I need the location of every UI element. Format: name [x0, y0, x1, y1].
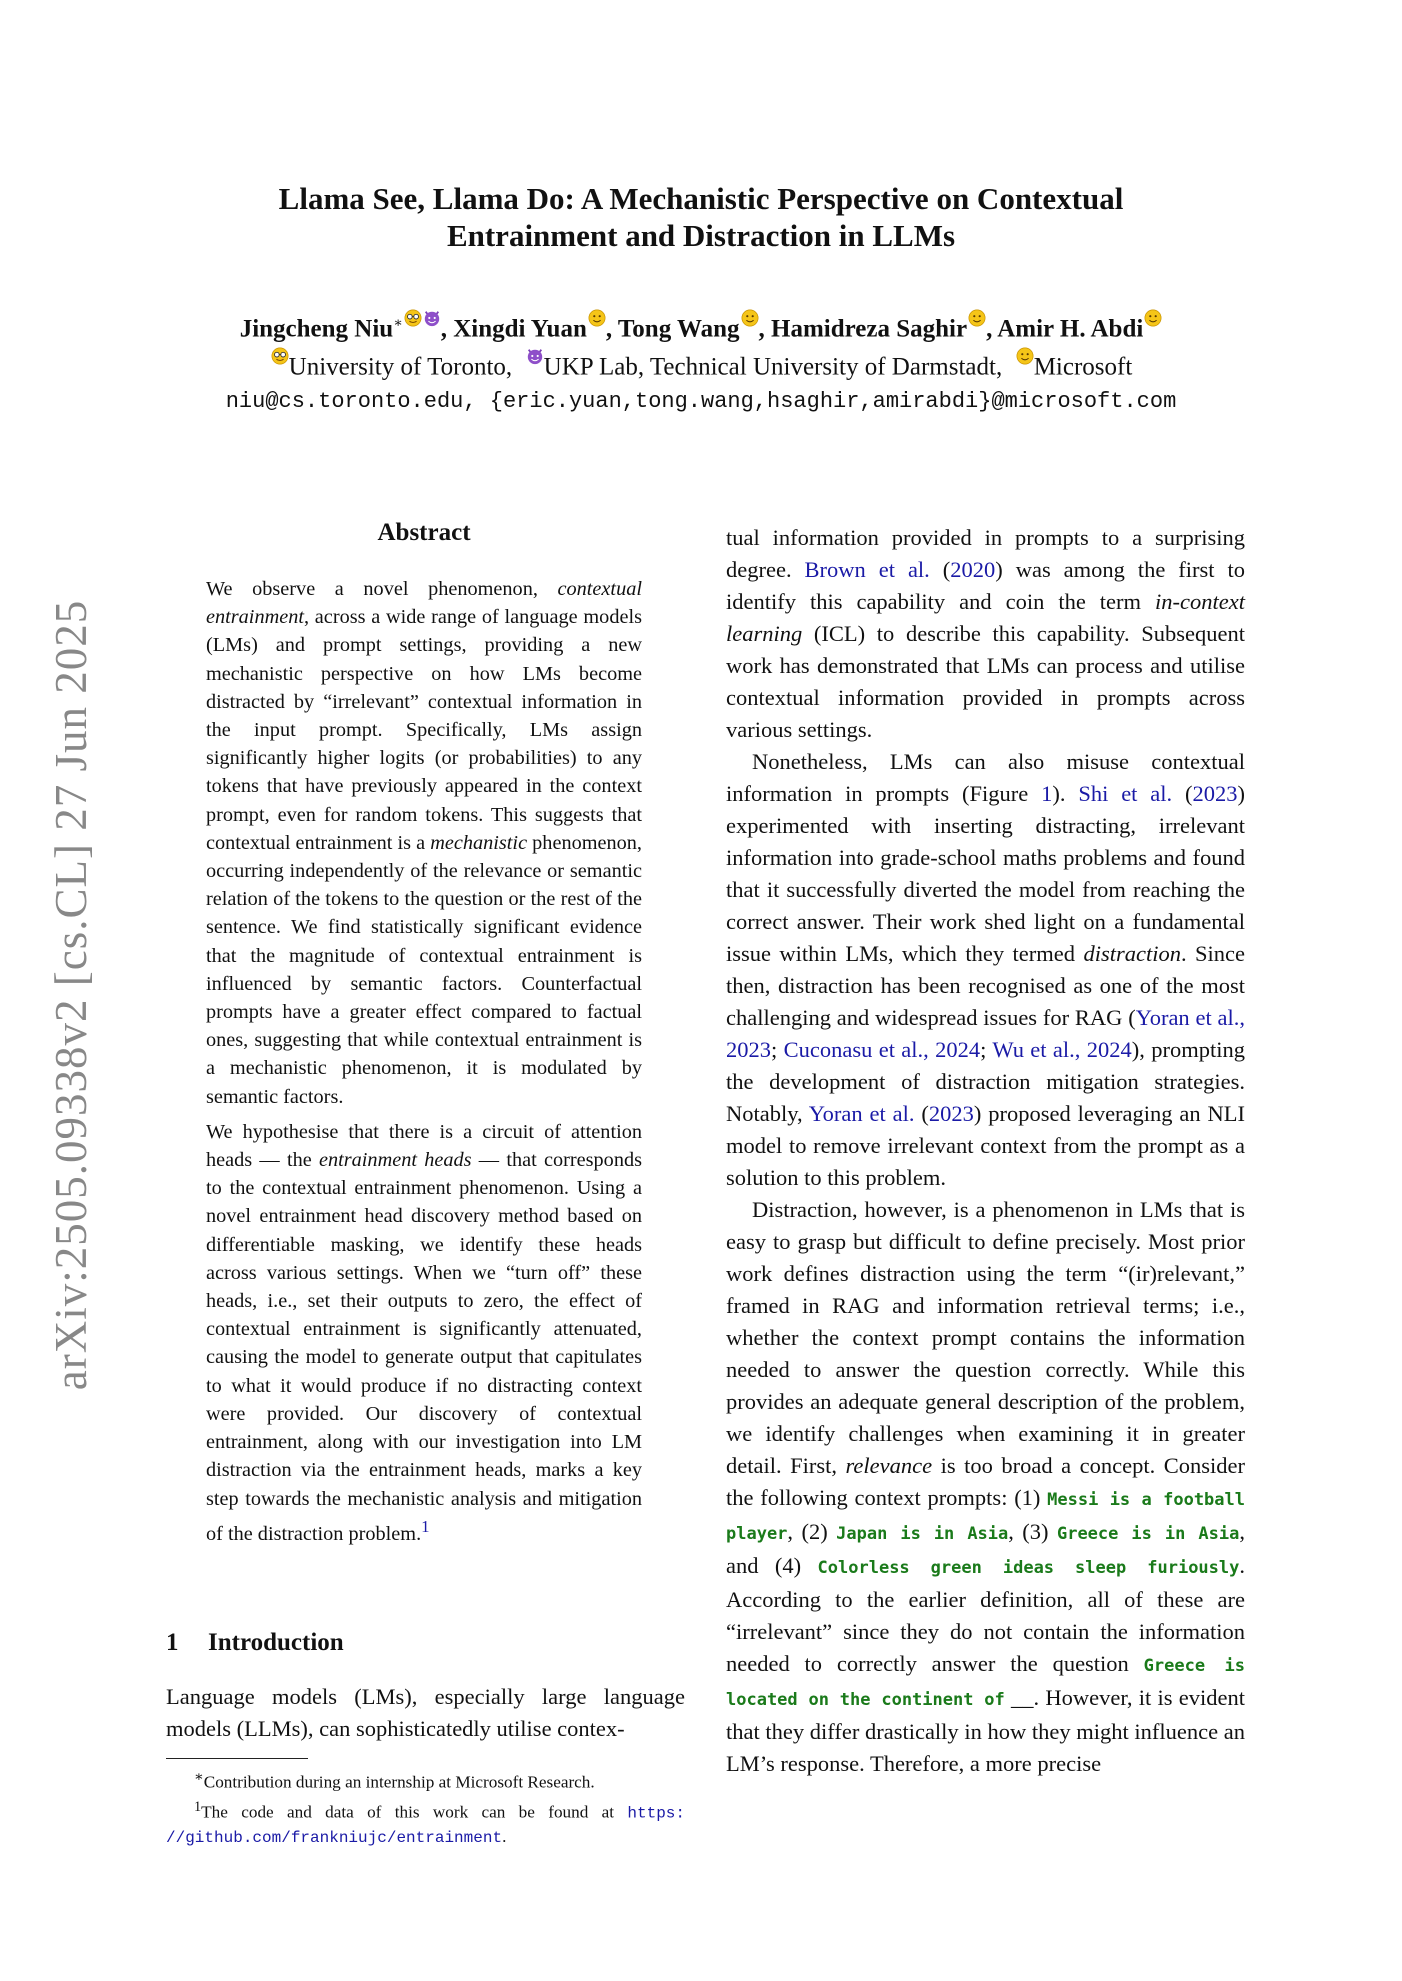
- body-paragraph: Nonetheless, LMs can also misuse contextual information in prompts (Figure 1). Shi et al. (2023) experimented with inserting distracting, irrelevant information into grade-school maths problems and found that it successfully diverted the model from reaching the correct answer. Their work shed light on a fundamental issue within LMs, which they termed distraction. Since then, distraction has been recognised as one of the most challenging and widespread issues for RAG (Yoran et al., 2023; Cuconasu et al., 2024; Wu et al., 2024), prompting the development of distraction mitigation strategies. Notably, Yoran et al. (2023) proposed leveraging an NLI model to remove irrelevant context from the prompt as a solution to this problem.: [726, 749, 1246, 1190]
- nerd-face-icon: [404, 309, 422, 327]
- smiley-face-icon: [741, 309, 759, 327]
- smiling-devil-icon: [526, 347, 544, 365]
- author-emails: niu@cs.toronto.edu, {eric.yuan,tong.wang,hsaghir,amirabdi}@microsoft.com: [225, 389, 1177, 414]
- citation-link[interactable]: Yoran et al., 2023: [726, 1005, 1246, 1062]
- title-line-2: Entrainment and Distraction in LLMs: [446, 218, 956, 253]
- answer-blank: __: [1011, 1685, 1034, 1710]
- arxiv-stamp: [26, 580, 116, 1410]
- citation-link[interactable]: Yoran et al.: [808, 1101, 915, 1126]
- section-number: 1: [166, 1629, 179, 1656]
- smiley-face-icon: [588, 309, 606, 327]
- smiling-devil-icon: [423, 309, 441, 327]
- abstract-paragraph: We hypothesise that there is a circuit of attention heads — the entrainment heads — that corresponds to the contextual entrainment phenomenon. Using a novel entrainment head discovery method based on differentiable masking, we identify these heads across various settings. When we “turn off” these heads, i.e., set their outputs to zero, the effect of contextual entrainment is significantly attenuated, causing the model to generate output that capitulates to what it would produce if no distracting context were provided. Our discovery of contextual entrainment, along with our investigation into LM distraction via the entrainment heads, marks a key step towards the mechanistic analysis and mitigation of the distraction problem.$^1$: [206, 1120, 642, 1545]
- body-paragraph: Distraction, however, is a phenomenon in LMs that is easy to grasp but difficult to define precisely. Most prior work defines distraction using the term “(ir)relevant,” framed in RAG and information retrieval terms; i.e., whether the context prompt contains the information needed to answer the question correctly. While this provides an adequate general description of the problem, we identify challenges when examining it in greater detail. First, relevance is too broad a concept. Consider the following context prompts: (1) Messi is a football player, (2) Japan is in Asia, (3) Greece is in Asia, and (4) Colorless green ideas sleep furiously. According to the earlier definition, all of these are “irrelevant” since they do not contain the information needed to correctly answer the question Greece is located on the continent of __. However, it is evident that they differ drastically in how they might influence an LM’s response. Therefore, a more precise: [726, 1197, 1245, 1776]
- nerd-face-icon: [271, 347, 289, 365]
- citation-year-link[interactable]: 2023: [928, 1101, 974, 1126]
- footnote-link-1[interactable]: 1: [421, 1516, 430, 1536]
- abstract-heading: Abstract: [377, 519, 471, 546]
- author-wang: , Tong Wang: [605, 315, 740, 343]
- arxiv-identifier: arXiv:2505.09338v2 [cs.CL] 27 Jun 2025: [46, 599, 96, 1391]
- author-list: [120, 307, 1282, 346]
- author-saghir: , Hamidreza Saghir: [758, 315, 968, 343]
- smiley-face-icon: [1144, 309, 1162, 327]
- title-line-1: Llama See, Llama Do: A Mechanistic Perspective on Contextual: [278, 181, 1124, 216]
- code-example: Greece is in Asia: [1056, 1524, 1240, 1544]
- citation-link[interactable]: Cuconasu et al., 2024: [783, 1037, 981, 1062]
- footnote-contribution: ∗Contribution during an internship at Microsoft Research.: [194, 1769, 595, 1792]
- section-heading-introduction: [166, 1629, 686, 1657]
- code-example: Colorless green ideas sleep furiously: [817, 1558, 1240, 1578]
- author-niu: Jingcheng Niu: [239, 315, 394, 343]
- footnote-divider: [166, 1758, 308, 1759]
- code-example: Messi is a football player: [726, 1490, 1245, 1544]
- citation-link[interactable]: Brown et al.: [804, 557, 930, 582]
- smiley-face-icon: [968, 309, 986, 327]
- abstract-body: [206, 575, 642, 1555]
- intro-paragraph-start: Language models (LMs), especially large language models (LLMs), can sophisticatedly utilise contex-: [166, 1684, 685, 1741]
- author-yuan: , Xingdi Yuan: [440, 315, 587, 343]
- footnote-code: $^1$The code and data of this work can be found at https: //github.com/frankniujc/entrainment.: [166, 1798, 685, 1848]
- code-example: Japan is in Asia: [836, 1524, 1009, 1544]
- author-niu-mark: ∗: [393, 316, 403, 331]
- affiliation-toronto: University of Toronto,: [288, 353, 513, 381]
- citation-year-link[interactable]: 2020: [950, 557, 996, 582]
- code-example: Greece is located on the continent of: [726, 1656, 1245, 1710]
- affiliation-ukp: UKP Lab, Technical University of Darmstadt,: [543, 353, 1003, 381]
- right-column: [726, 522, 1245, 1780]
- figure-link[interactable]: 1: [1041, 781, 1053, 806]
- code-url-link[interactable]: https: //github.com/frankniujc/entrainment: [166, 1804, 685, 1848]
- body-paragraph: tual information provided in prompts to a surprising degree. Brown et al. (2020) was among the first to identify this capability and coin the term in-context learning (ICL) to describe this capability. Subsequent work has demonstrated that LMs can process and utilise contextual information provided in prompts across various settings.: [726, 525, 1246, 742]
- citation-link[interactable]: Wu et al., 2024: [992, 1037, 1132, 1062]
- smiley-face-icon: [1016, 347, 1034, 365]
- abstract-paragraph: We observe a novel phenomenon, contextual entrainment, across a wide range of language models (LMs) and prompt settings, providing a new mechanistic perspective on how LMs become distracted by “irrelevant” contextual information in the input prompt. Specifically, LMs assign significantly higher logits (or probabilities) to any tokens that have previously appeared in the context prompt, even for random tokens. This suggests that contextual entrainment is a mechanistic phenomenon, occurring independently of the relevance or semantic relation of the tokens to the question or the rest of the sentence. We find statistically significant evidence that the magnitude of contextual entrainment is influenced by semantic factors. Counterfactual prompts have a greater effect compared to factual ones, suggesting that while contextual entrainment is a mechanistic phenomenon, it is modulated by semantic factors.: [206, 578, 642, 1108]
- affiliations: [120, 347, 1282, 384]
- citation-year-link[interactable]: 2023: [1192, 781, 1238, 806]
- author-abdi: , Amir H. Abdi: [986, 315, 1144, 343]
- footnotes: [166, 1765, 685, 1850]
- citation-link[interactable]: Shi et al.: [1078, 781, 1173, 806]
- affiliation-microsoft: Microsoft: [1033, 353, 1133, 381]
- paper-title: [160, 180, 1242, 254]
- section-title: Introduction: [208, 1629, 344, 1656]
